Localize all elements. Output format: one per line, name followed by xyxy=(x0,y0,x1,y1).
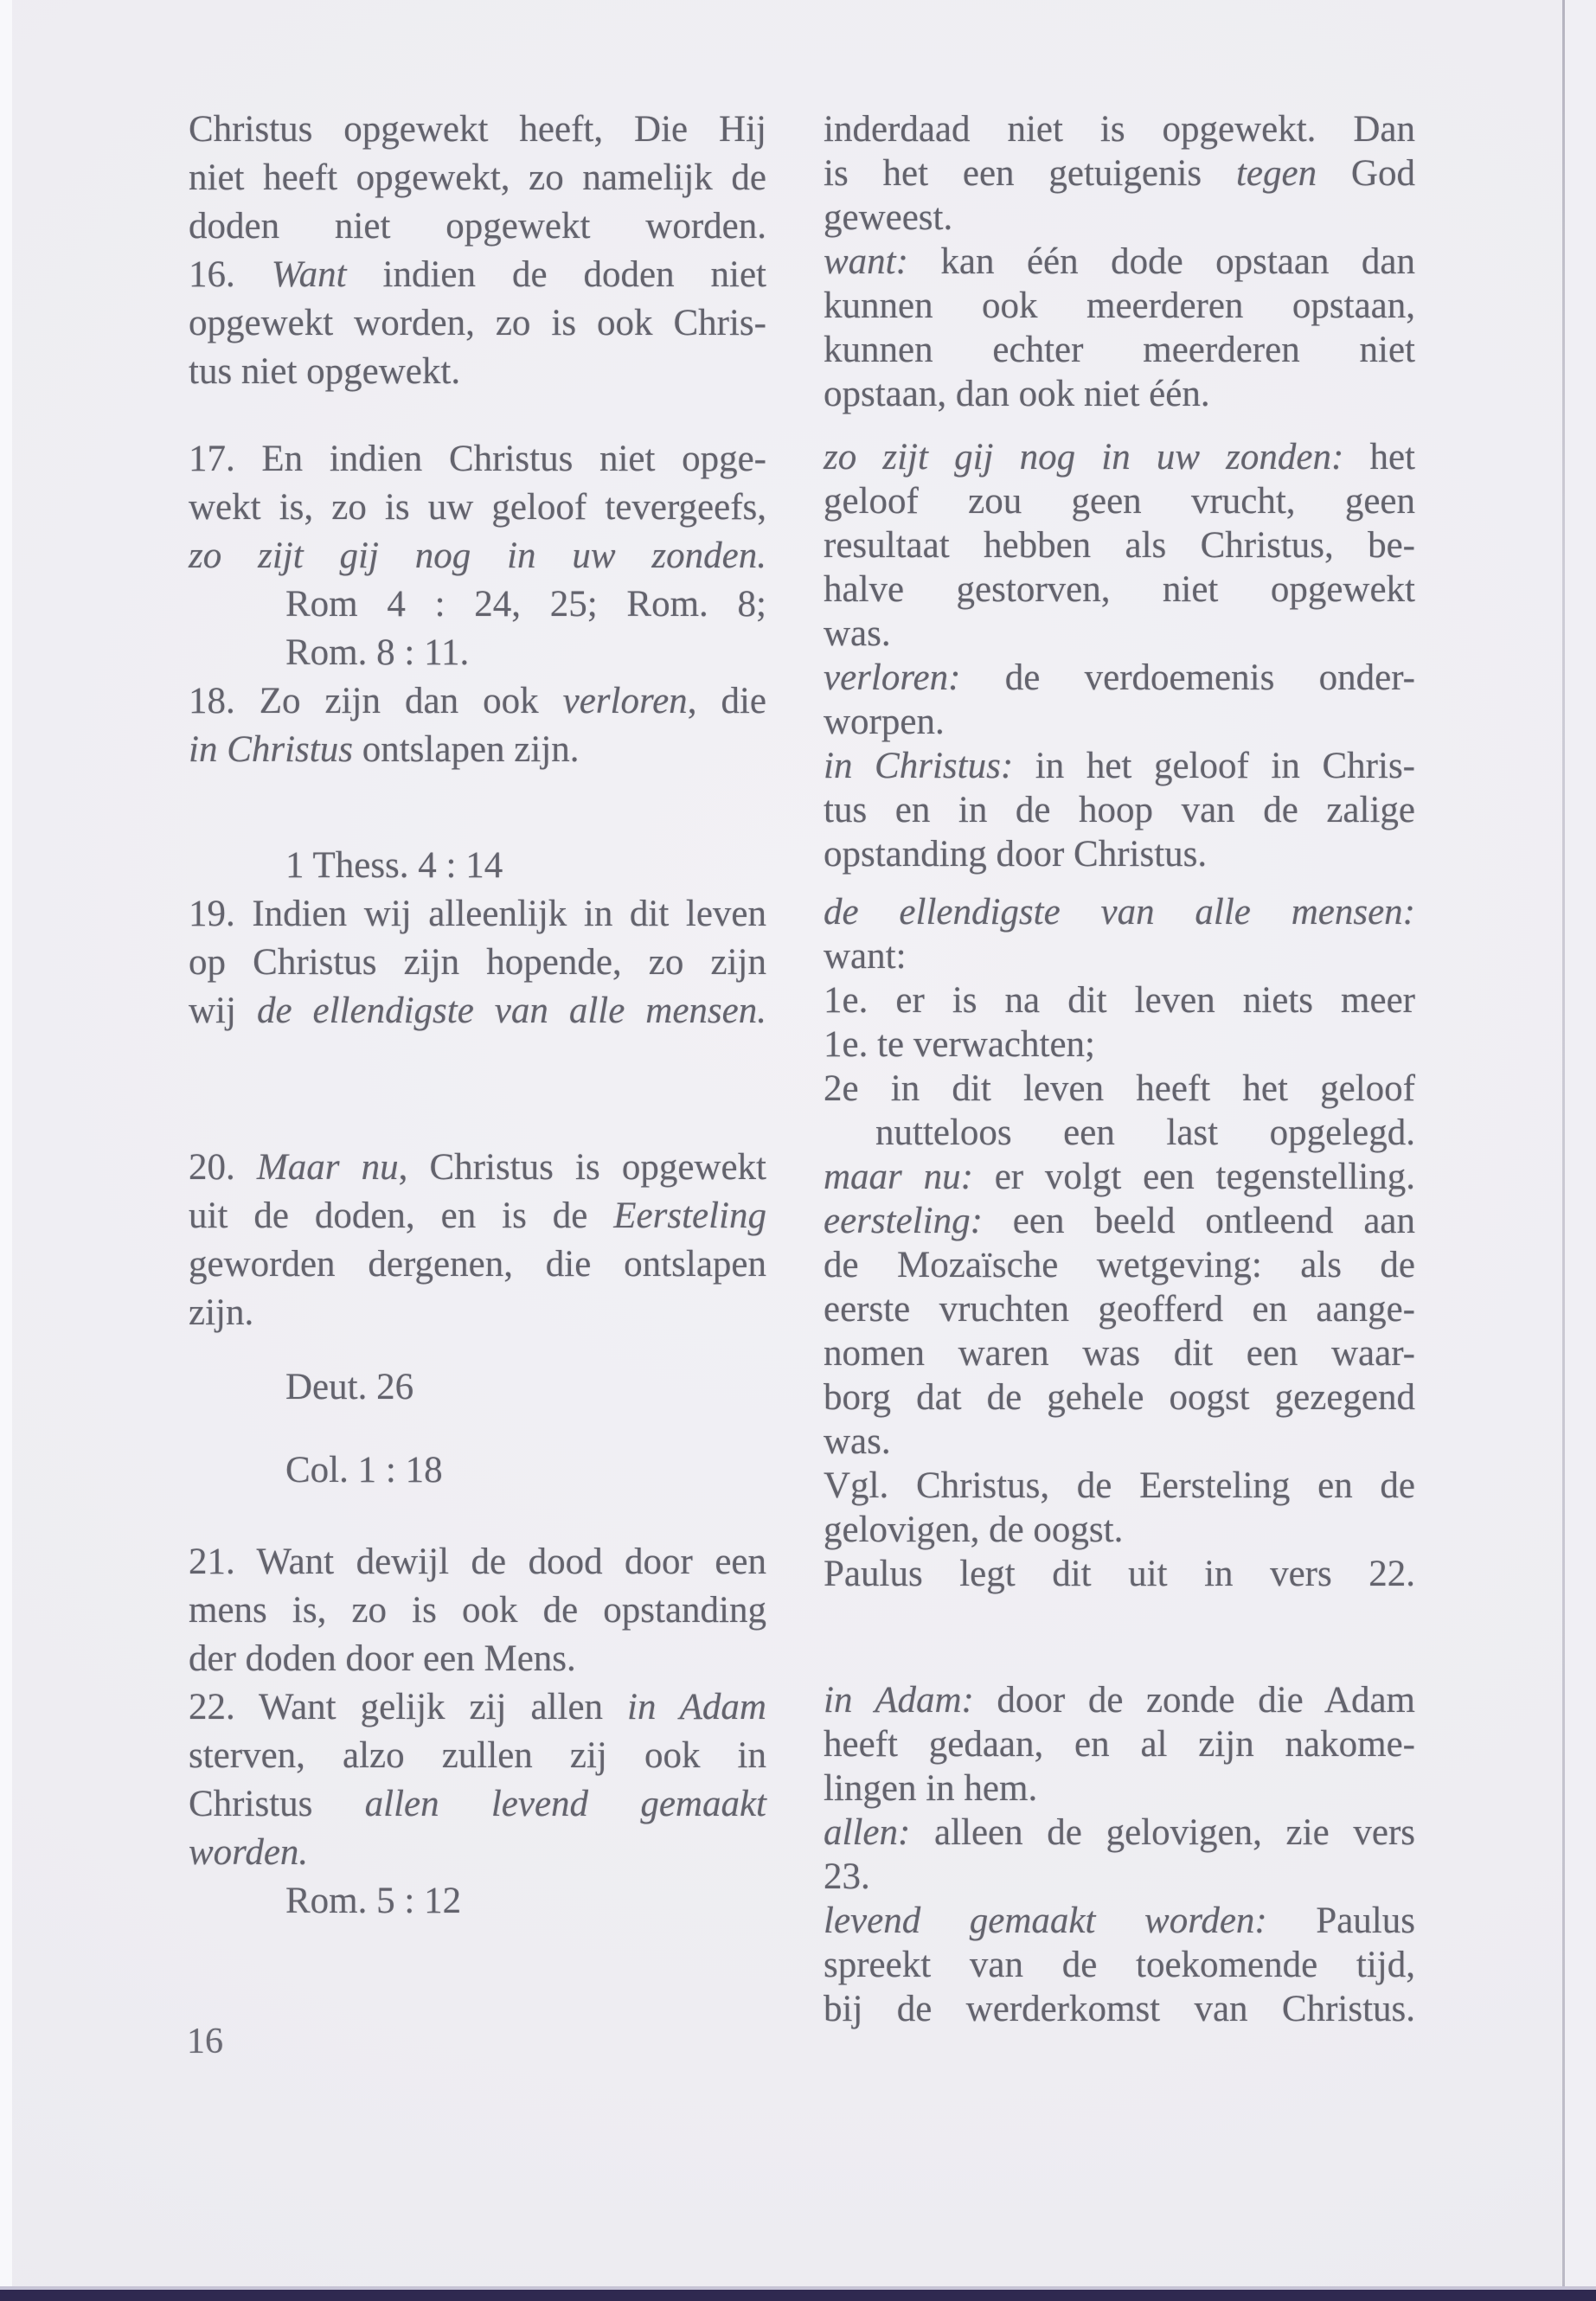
text-segment: opstanding door Christus. xyxy=(824,834,1208,875)
text-segment: resultaat hebben als Christus, be- xyxy=(824,525,1415,566)
text-segment: Vgl. Christus, de Eersteling en de xyxy=(824,1465,1415,1506)
text-segment: der doden door een Mens. xyxy=(189,1638,576,1679)
italic-text-segment: in Adam xyxy=(627,1687,766,1727)
text-segment: in het geloof in Chris- xyxy=(1013,746,1415,786)
italic-text-segment: in Adam: xyxy=(824,1680,974,1721)
text-line xyxy=(189,1363,766,1412)
text-line xyxy=(824,700,1415,744)
text-line xyxy=(824,1766,1415,1811)
text-segment: 19. Indien wij alleenlijk in dit leven xyxy=(189,894,766,934)
italic-text-segment: allen: xyxy=(824,1812,911,1853)
text-line xyxy=(824,934,1415,978)
text-segment: is het een getuigenis xyxy=(824,153,1236,194)
text-segment: wij xyxy=(189,990,257,1031)
text-segment: een beeld ontleend aan xyxy=(982,1201,1415,1241)
text-segment: 20. xyxy=(189,1147,257,1188)
text-segment: borg dat de gehele oogst gezegend xyxy=(824,1377,1415,1418)
text-segment: was. xyxy=(824,613,891,654)
text-line xyxy=(189,154,766,202)
text-line xyxy=(189,532,766,580)
text-segment: gelovigen, de oogst. xyxy=(824,1509,1124,1550)
text-line xyxy=(824,1811,1415,1855)
text-segment: nomen waren was dit een waar- xyxy=(824,1333,1415,1374)
text-line xyxy=(824,656,1415,700)
text-segment: ontslapen zijn. xyxy=(352,729,580,770)
page-edge-line xyxy=(1562,0,1565,2290)
text-line xyxy=(189,726,766,774)
text-segment: God xyxy=(1317,153,1415,194)
text-segment: Paulus legt dit uit in vers 22. xyxy=(824,1554,1415,1594)
text-segment: sterven, alzo zullen zij ook in xyxy=(189,1735,766,1776)
text-segment: geweest. xyxy=(824,197,953,238)
text-line xyxy=(189,106,766,154)
text-segment: 18. Zo zijn dan ook xyxy=(189,681,563,721)
text-segment: kan één dode opstaan dan xyxy=(907,241,1415,282)
italic-text-segment: levend gemaakt worden: xyxy=(824,1900,1267,1941)
page-left-edge-highlight xyxy=(0,0,12,2290)
text-segment: Paulus xyxy=(1266,1900,1415,1941)
text-line xyxy=(189,1538,766,1586)
text-line xyxy=(824,1420,1415,1464)
text-line xyxy=(824,1899,1415,1943)
text-line xyxy=(824,1552,1415,1596)
text-segment: op Christus zijn hopende, zo zijn xyxy=(189,942,766,983)
text-segment: opgewekt worden, zo is ook Chris- xyxy=(189,303,766,343)
text-line xyxy=(189,1732,766,1780)
text-segment: 17. En indien Christus niet opge- xyxy=(189,439,766,479)
text-line xyxy=(189,1144,766,1192)
text-line xyxy=(189,677,766,726)
text-line xyxy=(189,890,766,939)
italic-text-segment: maar nu: xyxy=(824,1157,973,1197)
text-segment: tus en in de hoop van de zalige xyxy=(824,790,1415,830)
italic-text-segment: Maar nu xyxy=(256,1147,399,1188)
scan-bottom-bar xyxy=(0,2290,1596,2301)
text-line xyxy=(824,978,1415,1022)
text-segment: inderdaad niet is opgewekt. Dan xyxy=(824,109,1415,150)
text-line xyxy=(189,202,766,251)
text-segment: 1e. er is na dit leven niets meer xyxy=(824,980,1415,1021)
text-line xyxy=(824,567,1415,612)
text-segment: niet heeft opgewekt, zo namelijk de xyxy=(189,157,766,198)
text-segment: , Christus is opgewekt xyxy=(398,1147,767,1188)
text-line xyxy=(824,1022,1415,1067)
text-line xyxy=(189,1192,766,1240)
text-segment: zijn. xyxy=(189,1292,254,1333)
text-segment: want: xyxy=(824,936,907,977)
text-line xyxy=(824,1243,1415,1287)
text-segment: de Mozaïsche wetgeving: als de xyxy=(824,1245,1415,1285)
text-segment: nutteloos een last opgelegd. xyxy=(875,1112,1415,1153)
text-line xyxy=(824,1375,1415,1420)
text-segment: halve gestorven, niet opgewekt xyxy=(824,569,1415,610)
italic-text-segment: verloren: xyxy=(824,657,961,698)
text-line xyxy=(824,1987,1415,2031)
text-segment: uit de doden, en is de xyxy=(189,1195,614,1236)
text-segment: alleen de gelovigen, zie vers xyxy=(910,1812,1415,1853)
text-line xyxy=(824,890,1415,934)
italic-text-segment: want: xyxy=(824,241,908,282)
text-segment: lingen in hem. xyxy=(824,1768,1038,1809)
text-segment: wekt is, zo is uw geloof tevergeefs, xyxy=(189,487,766,528)
text-segment: mens is, zo is ook de opstanding xyxy=(189,1590,766,1631)
text-segment: heeft gedaan, en al zijn nakome- xyxy=(824,1724,1415,1765)
text-segment: 1e. te verwachten; xyxy=(824,1024,1095,1065)
text-segment: geworden dergenen, die ontslapen xyxy=(189,1244,766,1285)
text-line xyxy=(824,1199,1415,1243)
text-line xyxy=(824,1722,1415,1766)
text-line xyxy=(824,479,1415,523)
text-line xyxy=(189,939,766,987)
text-line xyxy=(189,1877,766,1926)
text-line xyxy=(189,484,766,532)
text-line xyxy=(824,1943,1415,1987)
text-line xyxy=(824,1067,1415,1111)
italic-text-segment: in Christus: xyxy=(824,746,1014,786)
text-segment: was. xyxy=(824,1421,891,1462)
text-line xyxy=(189,1289,766,1337)
text-line xyxy=(824,832,1415,876)
text-line xyxy=(189,1635,766,1683)
italic-text-segment: eersteling: xyxy=(824,1201,983,1241)
text-line xyxy=(189,1446,766,1495)
text-segment: Rom. 5 : 12 xyxy=(285,1881,462,1921)
text-line xyxy=(824,1678,1415,1722)
text-segment: Rom. 8 : 11. xyxy=(285,632,470,673)
italic-text-segment: Want xyxy=(271,254,347,295)
text-line xyxy=(824,523,1415,567)
text-line xyxy=(824,107,1415,151)
text-segment: opstaan, dan ook niet één. xyxy=(824,374,1210,414)
text-line xyxy=(824,1464,1415,1508)
text-segment: Deut. 26 xyxy=(285,1367,414,1407)
text-segment: kunnen ook meerderen opstaan, xyxy=(824,285,1415,326)
text-segment: 22. Want gelijk zij allen xyxy=(189,1687,628,1727)
text-line xyxy=(189,348,766,396)
text-line xyxy=(824,1111,1415,1155)
text-segment: worpen. xyxy=(824,702,945,742)
text-segment: 1 Thess. 4 : 14 xyxy=(285,845,503,886)
text-segment: doden niet opgewekt worden. xyxy=(189,206,766,247)
text-line xyxy=(824,1155,1415,1199)
italic-text-segment: verloren xyxy=(562,681,688,721)
text-segment: er volgt een tegenstelling. xyxy=(972,1157,1415,1197)
italic-text-segment: de ellendigste van alle mensen. xyxy=(256,990,766,1031)
text-segment: Christus xyxy=(189,1784,365,1824)
text-line xyxy=(824,1331,1415,1375)
italic-text-segment: Eersteling xyxy=(613,1195,766,1236)
text-line xyxy=(824,372,1415,416)
text-line xyxy=(824,328,1415,372)
italic-text-segment: allen levend gemaakt xyxy=(364,1784,766,1824)
text-segment: spreekt van de toekomende tijd, xyxy=(824,1945,1415,1985)
page-number: 16 xyxy=(187,2022,223,2061)
text-segment: 21. Want dewijl de dood door een xyxy=(189,1541,766,1582)
text-line xyxy=(189,435,766,484)
text-line xyxy=(189,842,766,890)
italic-text-segment: de ellendigste van alle mensen: xyxy=(824,892,1415,933)
text-segment: tus niet opgewekt. xyxy=(189,351,461,392)
text-line xyxy=(824,195,1415,240)
text-line xyxy=(189,299,766,348)
text-segment: Rom 4 : 24, 25; Rom. 8; xyxy=(285,584,766,625)
text-segment: 23. xyxy=(824,1856,870,1897)
text-segment: kunnen echter meerderen niet xyxy=(824,330,1415,370)
text-segment: 16. xyxy=(189,254,272,295)
commentary-text-column xyxy=(824,107,1415,2031)
verse-text-column xyxy=(189,106,766,1926)
text-line xyxy=(189,629,766,677)
text-line xyxy=(189,987,766,1035)
text-segment: eerste vruchten geofferd en aange- xyxy=(824,1289,1415,1330)
text-line xyxy=(824,284,1415,328)
text-line xyxy=(189,580,766,629)
text-line xyxy=(189,1683,766,1732)
text-line xyxy=(189,251,766,299)
text-segment: geloof zou geen vrucht, geen xyxy=(824,481,1415,522)
text-line xyxy=(824,744,1415,788)
text-segment: 2e in dit leven heeft het geloof xyxy=(824,1068,1415,1109)
text-segment: door de zonde die Adam xyxy=(973,1680,1415,1721)
italic-text-segment: zo zijt gij nog in uw zonden. xyxy=(189,535,766,576)
page-right-margin xyxy=(1565,0,1596,2290)
text-segment: indien de doden niet xyxy=(346,254,767,295)
italic-text-segment: tegen xyxy=(1235,153,1317,194)
text-line xyxy=(824,788,1415,832)
text-line xyxy=(189,1780,766,1829)
text-segment: Col. 1 : 18 xyxy=(285,1450,443,1490)
text-segment: , die xyxy=(687,681,766,721)
italic-text-segment: worden. xyxy=(189,1832,309,1873)
italic-text-segment: zo zijt gij nog in uw zonden: xyxy=(824,437,1344,478)
text-line xyxy=(189,1240,766,1289)
text-line xyxy=(824,435,1415,479)
text-segment: de verdoemenis onder- xyxy=(960,657,1415,698)
text-line xyxy=(189,1586,766,1635)
text-line xyxy=(824,151,1415,195)
text-segment: het xyxy=(1343,437,1415,478)
text-line xyxy=(824,1508,1415,1552)
text-line xyxy=(824,612,1415,656)
italic-text-segment: in Christus xyxy=(189,729,353,770)
text-line xyxy=(189,1829,766,1877)
text-line xyxy=(824,240,1415,284)
text-line xyxy=(824,1855,1415,1899)
text-line xyxy=(824,1287,1415,1331)
text-segment: Christus opgewekt heeft, Die Hij xyxy=(189,109,766,150)
text-segment: bij de werderkomst van Christus. xyxy=(824,1989,1415,2029)
